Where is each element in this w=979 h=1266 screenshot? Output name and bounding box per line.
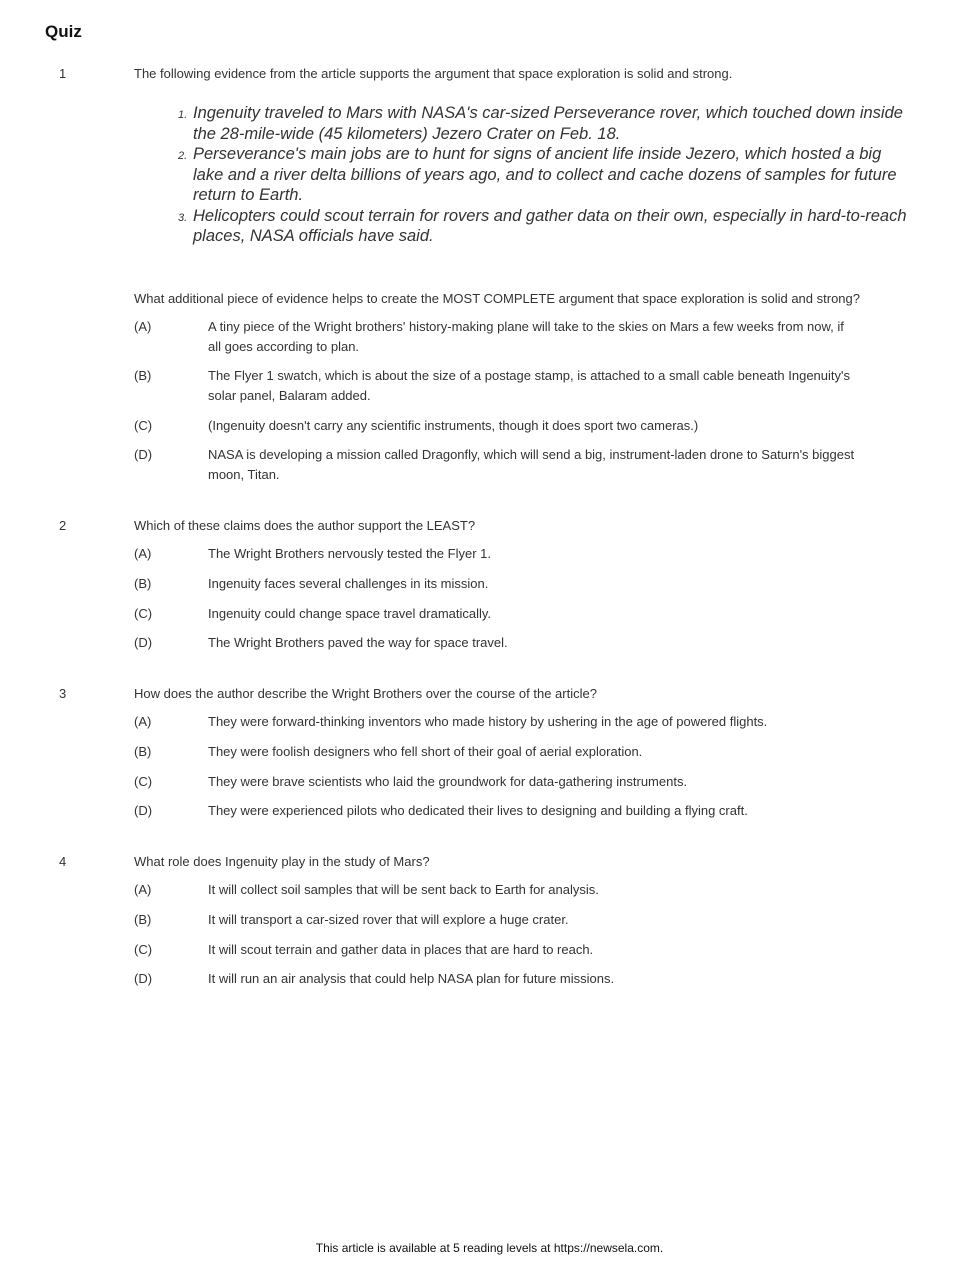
option-letter: (C) bbox=[134, 774, 153, 789]
option-text: It will collect soil samples that will be sent back to Earth for analysis. bbox=[208, 882, 599, 897]
evidence-text: Ingenuity traveled to Mars with NASA's car-sized Perseverance rover, which touched down inside the 28-mile-wide (45 kilometers) Jezero Crater on Feb. 18. bbox=[193, 104, 903, 143]
question-number: 3 bbox=[59, 686, 67, 701]
evidence-number: 3. bbox=[178, 211, 188, 224]
option-text: A tiny piece of the Wright brothers' history-making plane will take to the skies on Mars a few weeks from now, if all goes according to plan. bbox=[208, 319, 844, 354]
option-letter: (A) bbox=[134, 319, 152, 334]
option-text: It will run an air analysis that could help NASA plan for future missions. bbox=[208, 971, 615, 986]
evidence-list bbox=[175, 103, 910, 247]
option-text: They were brave scientists who laid the groundwork for data-gathering instruments. bbox=[208, 774, 688, 789]
option-letter: (B) bbox=[134, 912, 152, 927]
option-text: The Flyer 1 swatch, which is about the size of a postage stamp, is attached to a small cable beneath Ingenuity's solar panel, Balaram added. bbox=[208, 368, 851, 403]
option-text: It will transport a car-sized rover that will explore a huge crater. bbox=[208, 912, 569, 927]
evidence-item bbox=[175, 206, 910, 247]
page-title: Quiz bbox=[45, 22, 82, 41]
option-letter: (C) bbox=[134, 942, 153, 957]
option-letter: (D) bbox=[134, 447, 153, 462]
question-number: 2 bbox=[59, 518, 67, 533]
evidence-item bbox=[175, 144, 910, 206]
option-text: The Wright Brothers nervously tested the Flyer 1. bbox=[208, 546, 491, 561]
option-text: NASA is developing a mission called Dragonfly, which will send a big, instrument-laden drone to Saturn's biggest moon, Titan. bbox=[208, 447, 855, 482]
question-number: 1 bbox=[59, 66, 67, 81]
evidence-number: 2. bbox=[178, 150, 188, 162]
question-text: What additional piece of evidence helps to create the MOST COMPLETE argument that space exploration is solid and strong? bbox=[134, 291, 860, 306]
option-letter: (A) bbox=[134, 714, 152, 729]
question-text: How does the author describe the Wright Brothers over the course of the article? bbox=[134, 686, 597, 701]
option-text: It will scout terrain and gather data in places that are hard to reach. bbox=[208, 942, 594, 957]
evidence-item bbox=[175, 103, 910, 144]
option-text: (Ingenuity doesn't carry any scientific instruments, though it does sport two cameras.) bbox=[208, 418, 699, 433]
option-letter: (B) bbox=[134, 368, 152, 383]
question-number: 4 bbox=[59, 854, 67, 869]
evidence-text: Helicopters could scout terrain for rovers and gather data on their own, especially in hard-to-reach places, NASA officials have said. bbox=[193, 206, 907, 245]
option-text: Ingenuity could change space travel dramatically. bbox=[208, 606, 492, 621]
option-letter: (B) bbox=[134, 576, 152, 591]
option-text: They were forward-thinking inventors who made history by ushering in the age of powered flights. bbox=[208, 714, 768, 729]
option-letter: (D) bbox=[134, 635, 153, 650]
option-text: The Wright Brothers paved the way for space travel. bbox=[208, 635, 508, 650]
question-text: What role does Ingenuity play in the study of Mars? bbox=[134, 854, 430, 869]
question-intro: The following evidence from the article supports the argument that space exploration is solid and strong. bbox=[134, 66, 733, 81]
option-text: They were foolish designers who fell short of their goal of aerial exploration. bbox=[208, 744, 643, 759]
option-letter: (C) bbox=[134, 418, 153, 433]
option-letter: (D) bbox=[134, 971, 153, 986]
evidence-number: 1. bbox=[178, 109, 188, 121]
option-letter: (D) bbox=[134, 803, 153, 818]
option-letter: (A) bbox=[134, 546, 152, 561]
evidence-text: Perseverance's main jobs are to hunt for signs of ancient life inside Jezero, which hosted a big lake and a river delta billions of years ago, and to collect and cache dozens of samples for future return to Earth. bbox=[193, 145, 897, 204]
option-text: Ingenuity faces several challenges in its mission. bbox=[208, 576, 489, 591]
option-letter: (C) bbox=[134, 606, 153, 621]
option-text: They were experienced pilots who dedicated their lives to designing and building a flying craft. bbox=[208, 803, 748, 818]
option-letter: (A) bbox=[134, 882, 152, 897]
page-footer: This article is available at 5 reading levels at https://newsela.com. bbox=[315, 1241, 664, 1255]
question-text: Which of these claims does the author support the LEAST? bbox=[134, 518, 476, 533]
option-letter: (B) bbox=[134, 744, 152, 759]
